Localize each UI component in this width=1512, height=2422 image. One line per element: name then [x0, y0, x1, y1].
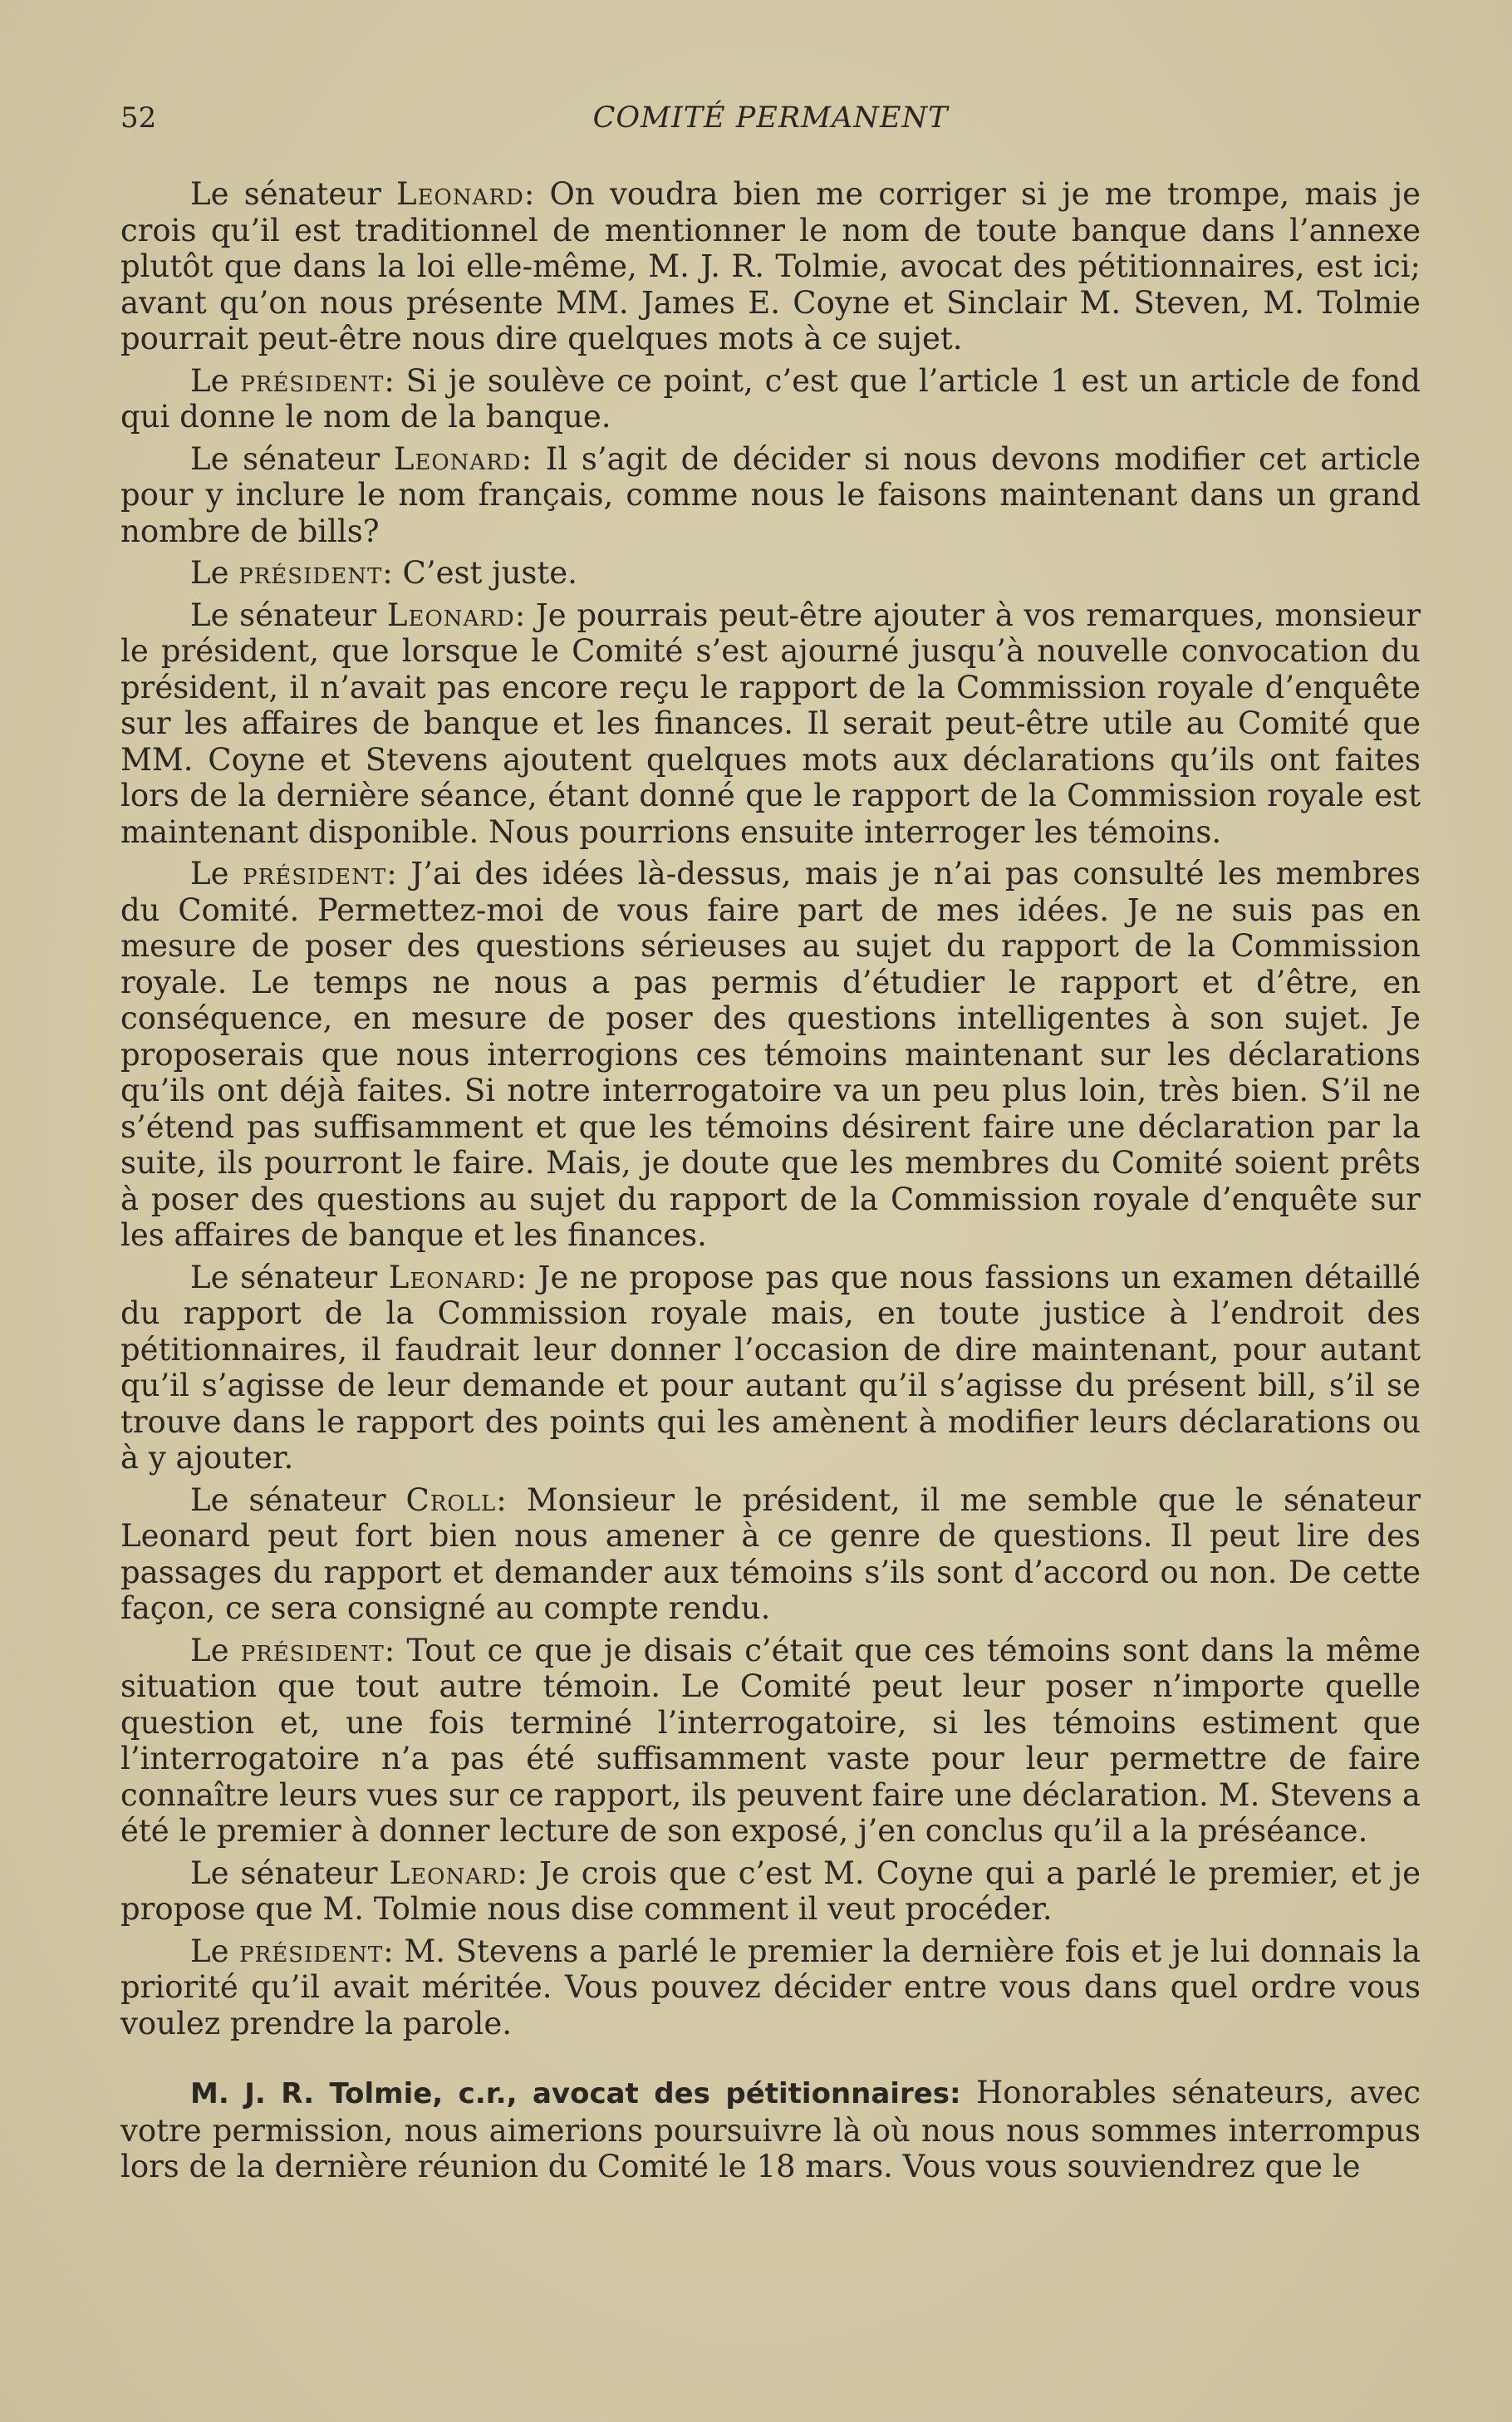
page-number: 52 — [120, 101, 157, 135]
paragraph — [120, 363, 1421, 435]
paragraph-text: Monsieur le président, il me semble que le sénateur Leonard peut fort bien nous amener à ce genre de questions. Il peut lire des passages du rapport et demander aux témoins s’ils sont d’accord ou non. De cette façon, ce sera consigné au compte rendu. — [120, 1481, 1421, 1626]
speaker-separator: : — [383, 1933, 405, 1969]
body-text — [120, 176, 1421, 2191]
speaker-name: président — [238, 555, 383, 591]
speaker-name: Croll — [405, 1481, 497, 1518]
speaker-prefix: Le — [190, 856, 243, 892]
speaker-name: président — [239, 1933, 384, 1969]
speaker-prefix: Le sénateur — [190, 1481, 406, 1518]
paragraph — [120, 1633, 1421, 1850]
speaker-prefix: Le — [190, 1933, 240, 1969]
speaker-name: Leonard — [386, 597, 515, 633]
paragraph — [120, 1482, 1421, 1627]
paragraph — [120, 2075, 1421, 2185]
speaker-separator: : — [514, 597, 536, 633]
speaker-separator: : — [382, 555, 403, 591]
paragraph — [120, 1933, 1421, 2042]
paragraph-text: Honorables sénateurs, avec votre permission, nous aimerions poursuivre là où nous nous sommes interrompus lors de la dernière réunion du Comité le 18 mars. Vous vous souviendrez que le — [120, 2075, 1421, 2184]
paragraph — [120, 441, 1421, 550]
speaker-name: Leonard — [393, 440, 522, 477]
paragraph — [120, 856, 1421, 1254]
speaker-separator: : — [386, 856, 411, 892]
speaker-name: Leonard — [389, 1855, 518, 1891]
speaker-prefix: Le sénateur — [190, 176, 396, 212]
paragraph — [120, 1855, 1421, 1928]
running-title: COMITÉ PERMANENT — [592, 101, 949, 135]
speaker-prefix: Le — [190, 362, 241, 399]
paragraph-text: Je crois que c’est M. Coyne qui a parlé le premier, et je propose que M. Tolmie nous dise comment il veut procéder. — [120, 1855, 1421, 1927]
speaker-name: président — [240, 362, 385, 399]
speaker-prefix: Le sénateur — [190, 597, 387, 633]
paragraph-text: J’ai des idées là-dessus, mais je n’ai pas consulté les membres du Comité. Permettez-moi de vous faire part de mes idées. Je ne suis pas en mesure de poser des questions sérieuses au sujet du rapport de la Commission royale. Le temps ne nous a pas permis d’étudier le rapport et d’être, en conséquence, en mesure de poser des questions intelligentes à son sujet. Je proposerais que nous interrogions ces témoins maintenant sur les déclarations qu’ils ont déjà faites. Si notre interrogatoire va un peu plus loin, très bien. S’il ne s’étend pas suffisamment et que les témoins désirent faire une déclaration par la suite, ils pourront le faire. Mais, je doute que les membres du Comité soient prêts à poser des questions au sujet du rapport de la Commission royale d’enquête sur les affaires de banque et les finances. — [120, 856, 1421, 1253]
speaker-name: président — [240, 1632, 385, 1668]
speaker-prefix: Le — [190, 1632, 241, 1668]
paragraph-text: Il s’agit de décider si nous devons modifier cet article pour y inclure le nom français, comme nous le faisons maintenant dans un grand nombre de bills? — [120, 440, 1421, 549]
paragraph-text: Je pourrais peut-être ajouter à vos remarques, monsieur le président, que lorsque le Comité s’est ajourné jusqu’à nouvelle convocation du président, il n’avait pas encore reçu le rapport de la Commission royale d’enquête sur les affaires de banque et les finances. Il serait peut-être utile au Comité que MM. Coyne et Stevens ajoutent quelques mots aux déclarations qu’ils ont faites lors de la dernière séance, étant donné que le rapport de la Commission royale est maintenant disponible. Nous pourrions ensuite interroger les témoins. — [120, 597, 1421, 850]
paragraph-text: Je ne propose pas que nous fassions un examen détaillé du rapport de la Commission royale mais, en toute justice à l’endroit des pétitionnaires, il faudrait leur donner l’occasion de dire maintenant, pour autant qu’il s’agisse de leur demande et pour autant qu’il s’agisse du présent bill, s’il se trouve dans le rapport des points qui les amènent à modifier leurs déclarations ou à y ajouter. — [120, 1259, 1421, 1476]
paragraph — [120, 1260, 1421, 1476]
speaker-separator: : — [521, 440, 546, 477]
paragraph-text: Tout ce que je disais c’était que ces témoins sont dans la même situation que tout autre témoin. Le Comité peut leur poser n’importe quelle question et, une fois terminé l’interrogatoire, si les témoins estiment que l’interrogatoire n’a pas été suffisamment vaste pour leur permettre de faire connaître leurs vues sur ce rapport, ils peuvent faire une déclaration. M. Stevens a été le premier à donner lecture de son exposé, j’en conclus qu’il a la préséance. — [120, 1632, 1421, 1849]
paragraph-text: On voudra bien me corriger si je me trompe, mais je crois qu’il est traditionnel de mentionner le nom de toute banque dans l’annexe plutôt que dans la loi elle-même, M. J. R. Tolmie, avocat des pétitionnaires, est ici; avant qu’on nous présente MM. James E. Coyne et Sinclair M. Steven, M. Tolmie pourrait peut-être nous dire quelques mots à ce sujet. — [120, 176, 1421, 356]
speaker-separator: : — [384, 1632, 407, 1668]
paragraph-text: Si je soulève ce point, c’est que l’article 1 est un article de fond qui donne le nom de la banque. — [120, 362, 1421, 435]
speaker-separator: : — [384, 362, 406, 399]
paragraph-text: M. Stevens a parlé le premier la dernière fois et je lui donnais la priorité qu’il avait méritée. Vous pouvez décider entre vous dans quel ordre vous voulez prendre la parole. — [120, 1933, 1421, 2041]
speaker-separator: : — [523, 176, 550, 212]
paragraph — [120, 176, 1421, 357]
speaker-separator: : — [516, 1259, 538, 1295]
paragraph-text: C’est juste. — [402, 555, 577, 591]
speaker-name: Leonard — [388, 1259, 517, 1295]
speaker-prefix: Le sénateur — [190, 440, 394, 477]
speaker-name: Leonard — [396, 176, 524, 212]
speaker-name: M. J. R. Tolmie, c.r., avocat des pétitionnaires: — [190, 2077, 961, 2110]
speaker-separator: : — [496, 1481, 527, 1518]
speaker-separator: : — [517, 1855, 539, 1891]
paragraph — [120, 597, 1421, 851]
speaker-name: président — [243, 856, 387, 892]
speaker-prefix: Le — [190, 555, 239, 591]
paragraph — [120, 555, 1421, 592]
running-head — [120, 101, 1421, 143]
speaker-prefix: Le sénateur — [190, 1855, 390, 1891]
speaker-prefix: Le sénateur — [190, 1259, 389, 1295]
